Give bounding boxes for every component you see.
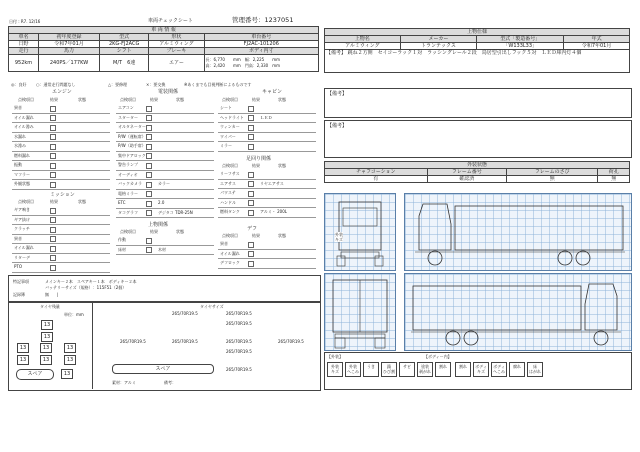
- check-item-label: ETC: [118, 200, 126, 205]
- mark-paint-peel[interactable]: 塗装 剥がれ: [417, 362, 433, 377]
- check-result-box[interactable]: [248, 115, 254, 121]
- vehicle-header-model: 型式: [100, 34, 149, 41]
- chassis-col-result: 結果: [252, 163, 260, 168]
- legend-note: ※あくまでも目視判断によるものです: [184, 82, 252, 87]
- check-row: [218, 208, 316, 218]
- diff-col-item: 点検項目: [222, 233, 238, 238]
- mark-body-dent[interactable]: ボディ へこみ: [491, 362, 507, 377]
- engine-check-list: [12, 97, 110, 190]
- check-result-box[interactable]: [146, 153, 152, 159]
- check-row: [218, 142, 316, 152]
- vehicle-header-mileage: 走行: [9, 48, 39, 55]
- check-row: [116, 123, 214, 133]
- special-note-line-2: バッテリーサイズ（規格）：115F51（2個）: [45, 285, 127, 290]
- check-item-label: 水漏れ: [14, 133, 26, 139]
- check-row: [12, 206, 110, 216]
- check-item-label: ヘッドライト: [220, 114, 244, 120]
- equip-year: 令和7年01月: [564, 43, 630, 50]
- vehicle-header-power: 馬力: [38, 48, 99, 55]
- check-row: [218, 189, 316, 199]
- check-result-box[interactable]: [50, 115, 56, 121]
- check-item-label: ハンドル: [220, 199, 236, 205]
- check-row: [116, 133, 214, 143]
- check-item-label: リーフサス: [220, 171, 240, 176]
- truck-side-left-diagram[interactable]: [404, 193, 632, 271]
- engine-col-state: 状態: [78, 97, 86, 102]
- check-item-label: 振動: [14, 162, 22, 167]
- exterior-mark-tag: 外装 キズ: [335, 232, 343, 242]
- check-item-label: 警告ランプ: [118, 162, 138, 167]
- check-row: [116, 180, 214, 190]
- check-item-label: 異音: [220, 241, 228, 246]
- check-item-label: P/W（助手席）: [118, 143, 146, 148]
- check-item-label: オイル滲み: [14, 124, 34, 129]
- check-item-label: クラッチ: [14, 226, 30, 231]
- check-row: [12, 254, 110, 264]
- tire-depth-5: 13: [40, 343, 52, 353]
- check-result-box[interactable]: [248, 106, 254, 112]
- special-notes-label: 特記事項: [13, 279, 29, 284]
- chassis-col-item: 点検項目: [222, 163, 238, 168]
- check-result-box[interactable]: [248, 242, 254, 248]
- check-item-label: バックカメラ: [118, 181, 142, 186]
- ext-frame-rust: 無: [507, 176, 598, 183]
- upper-col-item: 点検項目: [120, 229, 136, 234]
- body-shape: アルミウィング: [149, 41, 204, 48]
- spare-tire-label: スペア: [112, 364, 214, 374]
- check-item-label: P/W（運転席）: [118, 133, 146, 139]
- check-item-label: 集中ドアロック: [118, 152, 146, 158]
- check-result-box[interactable]: [146, 201, 152, 207]
- tire-unit: 単位：mm: [64, 312, 84, 317]
- check-row: [116, 142, 214, 152]
- upper-col-state: 状態: [176, 229, 184, 234]
- chassis-title: 足回り関係: [246, 156, 272, 162]
- spare-label: スペア: [16, 369, 54, 380]
- tire-size-8: 265/70R19.5: [226, 349, 252, 354]
- management-number: 管理番号：1237051: [232, 16, 294, 24]
- tire-size-heading: タイヤサイズ: [200, 304, 224, 309]
- vehicle-info-heading: 車 両 情 報: [9, 27, 319, 34]
- upper-rel-title: 上物関係: [148, 222, 169, 228]
- check-item-label: 水滲み: [14, 143, 26, 148]
- legend-good: ◎：良好: [11, 82, 27, 87]
- equip-header-name: 上物名: [325, 36, 401, 43]
- remark-label-2: 【備考】: [327, 123, 348, 129]
- check-item-label: エアコン: [118, 105, 134, 110]
- upper-col-result: 結果: [150, 229, 158, 234]
- tire-size-2: 265/70R19.5: [226, 311, 252, 316]
- check-row: [12, 142, 110, 152]
- equipment-table: [324, 28, 630, 73]
- mark-exterior-scratch[interactable]: 外装 キズ: [327, 362, 343, 377]
- mark-rust[interactable]: サビ: [399, 362, 415, 377]
- mark-body-scratch[interactable]: ボディ キズ: [473, 362, 489, 377]
- tire-size-4: 265/70R19.5: [120, 339, 146, 344]
- first-registration: 令和7年01月: [38, 41, 99, 48]
- ext-header-cargo-hole: 荷孔: [598, 169, 630, 176]
- tire-size-3: 265/70R19.5: [226, 321, 252, 326]
- electrical-col-state: 状態: [176, 97, 184, 102]
- check-result-box[interactable]: [50, 265, 56, 271]
- tire-remark: 備考：: [164, 380, 176, 385]
- mark-exterior-dent[interactable]: 外装 へこみ: [345, 362, 361, 377]
- check-result-box[interactable]: [50, 153, 56, 159]
- mark-crack[interactable]: 割れ: [435, 362, 451, 377]
- tire-depth-1: 13: [41, 320, 53, 330]
- equip-notes: 【備考】 跳ね２方開 セイコーラック１対 ラッシングレール２段 鳥居型引出しフック５対 ＬＥＤ庫内灯４個: [325, 50, 630, 73]
- check-row: [12, 171, 110, 181]
- body-legend-title: 【ボディー内】: [424, 354, 452, 359]
- check-item-label: シート: [220, 105, 232, 110]
- tire-depth-2: 13: [41, 332, 53, 342]
- check-result-box[interactable]: [50, 144, 56, 150]
- check-item-label: マフラー: [14, 171, 30, 177]
- check-row: [12, 152, 110, 162]
- electrical-check-list: [116, 97, 214, 218]
- check-result-box[interactable]: [146, 106, 152, 112]
- check-result-box[interactable]: [50, 125, 56, 131]
- tire-size-6: 265/70R19.5: [226, 339, 252, 344]
- mark-rust-crack[interactable]: 錆 ひび割: [381, 362, 397, 377]
- check-row: [218, 199, 316, 209]
- check-result-box[interactable]: [248, 191, 254, 197]
- check-item-label: PTO: [14, 264, 23, 269]
- sheet-title: 車両チェックシート: [148, 18, 193, 24]
- check-item-label: 作動: [118, 237, 126, 242]
- ext-caution: 有: [325, 176, 428, 183]
- check-row: [218, 180, 316, 190]
- ext-header-frame-no: フレーム番号: [427, 169, 506, 176]
- check-row: [116, 104, 214, 114]
- spare-tire-size: 265/70R19.5: [226, 367, 252, 372]
- check-item-label: ウィンカー: [220, 124, 240, 129]
- check-item-label: ギア鳴き: [14, 207, 30, 212]
- check-row: [12, 114, 110, 124]
- exterior-condition-table: [324, 161, 630, 183]
- check-row: [12, 216, 110, 226]
- horsepower: 240PS／177KW: [38, 55, 99, 72]
- electrical-col-result: 結果: [150, 97, 158, 102]
- electrical-col-item: 点検項目: [120, 97, 136, 102]
- check-row: [218, 104, 316, 114]
- tire-depth-7: 13: [64, 343, 76, 353]
- truck-front-diagram[interactable]: [324, 193, 396, 271]
- ext-header-caution: チャフコーション: [325, 169, 428, 176]
- model-code: 2KG-FJ2ACG: [100, 41, 149, 48]
- truck-side-icon: [405, 194, 631, 270]
- mileage: 952km: [9, 55, 39, 72]
- check-result-box[interactable]: [248, 200, 254, 206]
- mark-floor-peel[interactable]: 床 はがれ: [527, 362, 543, 377]
- ext-cargo-hole: 無: [598, 176, 630, 183]
- equip-header-model: 型式「製造番号」: [477, 36, 564, 43]
- tire-section: [8, 302, 321, 391]
- check-row: [116, 199, 214, 209]
- check-row: [12, 104, 110, 114]
- upper-rel-check-list: [116, 229, 214, 255]
- body-dims-line-1: 長：6,770 mm 幅：2,225 mm: [205, 57, 281, 62]
- check-result-box[interactable]: [50, 208, 56, 214]
- check-result-box[interactable]: [146, 163, 152, 169]
- equip-header-year: 年式: [564, 36, 630, 43]
- check-result-box[interactable]: [146, 191, 152, 197]
- ext-header-frame-rust: フレームのさび: [507, 169, 598, 176]
- check-item-label: ワイパー: [220, 133, 236, 139]
- truck-side-right-icon: [405, 274, 631, 350]
- legend-ok: ○：通常走行問題なし: [36, 82, 76, 87]
- check-row: [12, 180, 110, 190]
- vehicle-header-name: 車名: [9, 34, 39, 41]
- check-result-box[interactable]: [146, 172, 152, 178]
- check-item-label: ギア抜け: [14, 216, 30, 222]
- check-result-box[interactable]: [146, 125, 152, 131]
- check-item-label: 外観状態: [14, 181, 30, 186]
- check-result-box[interactable]: [50, 182, 56, 188]
- check-result-box[interactable]: [248, 134, 254, 140]
- check-row: [116, 209, 214, 219]
- check-item-label: オーディオ: [118, 171, 138, 177]
- cabin-col-result: 結果: [252, 97, 260, 102]
- check-result-box[interactable]: [248, 251, 254, 257]
- vehicle-name: 日野: [9, 41, 39, 48]
- equip-header-maker: メーカー: [400, 36, 477, 43]
- check-row: [12, 263, 110, 273]
- tire-depth-8: 13: [64, 355, 76, 365]
- check-result-box[interactable]: [50, 227, 56, 233]
- mission-check-list: [12, 199, 110, 273]
- check-result-box[interactable]: [146, 247, 152, 253]
- check-item-label: 電格ミラー: [118, 190, 138, 196]
- tire-depth-3: 13: [17, 343, 29, 353]
- cabin-title: キャビン: [262, 89, 283, 95]
- check-item-state: カラー: [158, 181, 170, 186]
- tire-depth-4: 13: [17, 355, 29, 365]
- tire-depth-heading: タイヤ残量: [40, 304, 60, 309]
- check-item-label: 燃料タンク: [220, 209, 240, 214]
- check-result-box[interactable]: [50, 236, 56, 242]
- tire-size-1: 265/70R19.5: [172, 311, 198, 316]
- cabin-col-state: 状態: [278, 97, 286, 102]
- check-row: [116, 246, 214, 256]
- check-result-box[interactable]: [146, 115, 152, 121]
- remark-label-1: 【備考】: [327, 91, 348, 97]
- engine-col-result: 結果: [50, 97, 58, 102]
- transmission: M/T 6速: [100, 55, 149, 72]
- diff-check-list: [218, 233, 316, 269]
- mark-float[interactable]: うき: [363, 362, 379, 377]
- check-item-state: アルミ・ 200L: [260, 209, 287, 214]
- check-row: [218, 240, 316, 250]
- check-item-label: 燃料漏れ: [14, 152, 30, 158]
- truck-rear-icon: [325, 274, 395, 350]
- diff-title: デフ: [247, 226, 258, 232]
- check-row: [116, 171, 214, 181]
- check-row: [218, 250, 316, 260]
- check-row: [116, 114, 214, 124]
- check-item-label: 異音: [14, 105, 22, 110]
- legend-repair: △：要修理: [108, 82, 128, 87]
- diff-col-state: 状態: [278, 233, 286, 238]
- truck-side-right-diagram[interactable]: [404, 273, 632, 351]
- check-row: [218, 133, 316, 143]
- check-row: [12, 244, 110, 254]
- truck-rear-diagram[interactable]: [324, 273, 396, 351]
- remark-box-2: [324, 120, 632, 158]
- check-result-box[interactable]: [248, 172, 254, 178]
- vehicle-info-table: [8, 26, 319, 72]
- engine-title: エンジン: [52, 89, 72, 95]
- vehicle-header-body-dims: ボディ内寸: [204, 48, 318, 55]
- check-row: [116, 152, 214, 162]
- check-item-label: デフロック: [220, 260, 240, 265]
- special-note-line-1: メインキー２本 スペアキー１本 ボディキー２本: [45, 279, 137, 284]
- check-result-box[interactable]: [50, 255, 56, 261]
- check-item-label: オイル漏れ: [220, 250, 240, 256]
- check-item-label: ミラー: [220, 143, 232, 148]
- check-row: [116, 190, 214, 200]
- vehicle-header-reg: 初年度登録: [38, 34, 99, 41]
- check-result-box[interactable]: [50, 246, 56, 252]
- check-result-box[interactable]: [248, 144, 254, 150]
- exterior-legend-title: 【外装】: [327, 354, 343, 359]
- check-row: [12, 225, 110, 235]
- check-row: [12, 123, 110, 133]
- chassis-check-list: [218, 163, 316, 218]
- check-result-box[interactable]: [50, 106, 56, 112]
- brake-type: エアー: [149, 55, 204, 72]
- check-row: [12, 161, 110, 171]
- check-result-box[interactable]: [146, 210, 152, 216]
- check-result-box[interactable]: [50, 217, 56, 223]
- special-notes-box: [8, 275, 321, 302]
- check-result-box[interactable]: [248, 125, 254, 131]
- check-row: [218, 170, 316, 180]
- equip-name: アルミウィング: [325, 43, 401, 50]
- diff-col-result: 結果: [252, 233, 260, 238]
- chassis-number: FJ2AC-101206: [204, 41, 318, 48]
- check-item-label: パワステ: [220, 190, 236, 195]
- check-result-box[interactable]: [50, 163, 56, 169]
- body-dims-line-2: 高：2,420 mm 門高：2,330 mm: [205, 63, 281, 68]
- mission-col-item: 点検項目: [18, 199, 34, 204]
- check-item-label: オイル漏れ: [14, 114, 34, 120]
- remark-box-1: [324, 88, 632, 118]
- check-result-box[interactable]: [248, 210, 254, 216]
- check-row: [218, 123, 316, 133]
- record-label: 記録簿: [13, 292, 25, 297]
- check-item-state: 木材: [158, 246, 166, 252]
- check-item-label: スターター: [118, 114, 138, 120]
- record-value: 無 |: [45, 292, 59, 297]
- vehicle-header-shape: 形状: [149, 34, 204, 41]
- tire-size-5: 265/70R19.5: [172, 339, 198, 344]
- mission-col-state: 状態: [78, 199, 86, 204]
- check-item-state: リヤエアサス: [260, 180, 284, 186]
- check-row: [12, 235, 110, 245]
- equip-model: 「W133L33」: [477, 43, 564, 50]
- tire-size-7: 265/70R19.5: [278, 339, 304, 344]
- check-item-state: 2.0: [158, 200, 165, 205]
- check-result-box[interactable]: [50, 134, 56, 140]
- check-result-box[interactable]: [50, 172, 56, 178]
- check-item-label: タコグラフ: [118, 209, 138, 215]
- check-row: [116, 236, 214, 246]
- engine-col-item: 点検項目: [18, 97, 34, 102]
- check-item-label: オイル漏れ: [14, 245, 34, 250]
- check-item-label: 異音: [14, 235, 22, 241]
- check-result-box[interactable]: [248, 181, 254, 187]
- tire-depth-6: 13: [40, 355, 52, 365]
- spare-depth: 13: [61, 369, 73, 379]
- check-result-box[interactable]: [248, 261, 254, 267]
- vehicle-header-chassis: 車台番号: [204, 34, 318, 41]
- mission-col-result: 結果: [50, 199, 58, 204]
- equipment-heading: 上物仕様: [325, 29, 630, 36]
- chassis-col-state: 状態: [278, 163, 286, 168]
- check-row: [116, 161, 214, 171]
- mark-body-rot[interactable]: 腐れ: [509, 362, 525, 377]
- check-result-box[interactable]: [146, 182, 152, 188]
- check-row: [12, 133, 110, 143]
- check-item-label: エアサス: [220, 180, 236, 186]
- date-label: 日付 : R7. 12/16: [9, 19, 41, 24]
- check-result-box[interactable]: [146, 144, 152, 150]
- electrical-title: 電装関係: [158, 89, 179, 95]
- check-item-state: デジタコ TDR-25N: [158, 209, 193, 215]
- cabin-check-list: [218, 97, 316, 152]
- check-result-box[interactable]: [146, 134, 152, 140]
- check-item-label: 床材: [118, 246, 126, 252]
- check-item-label: リターデ: [14, 254, 30, 260]
- cabin-col-item: 点検項目: [222, 97, 238, 102]
- check-result-box[interactable]: [146, 238, 152, 244]
- check-row: [218, 114, 316, 124]
- legend-replace: ×：要交換: [146, 82, 166, 87]
- equip-maker: トランテックス: [400, 43, 477, 50]
- mission-title: ミッション: [50, 192, 75, 198]
- tire-material: 素材：アルミ: [112, 380, 136, 385]
- vehicle-header-shift: シフト: [100, 48, 149, 55]
- vehicle-header-brake: ブレーキ: [149, 48, 204, 55]
- check-row: [218, 259, 316, 269]
- exterior-condition-heading: 外装状態: [325, 162, 630, 169]
- check-item-state: ＬＥＤ: [260, 114, 272, 120]
- mark-body-crack[interactable]: 割れ: [455, 362, 471, 377]
- ext-frame-no: 確認済: [427, 176, 506, 183]
- check-item-label: オルタネーター: [118, 124, 146, 129]
